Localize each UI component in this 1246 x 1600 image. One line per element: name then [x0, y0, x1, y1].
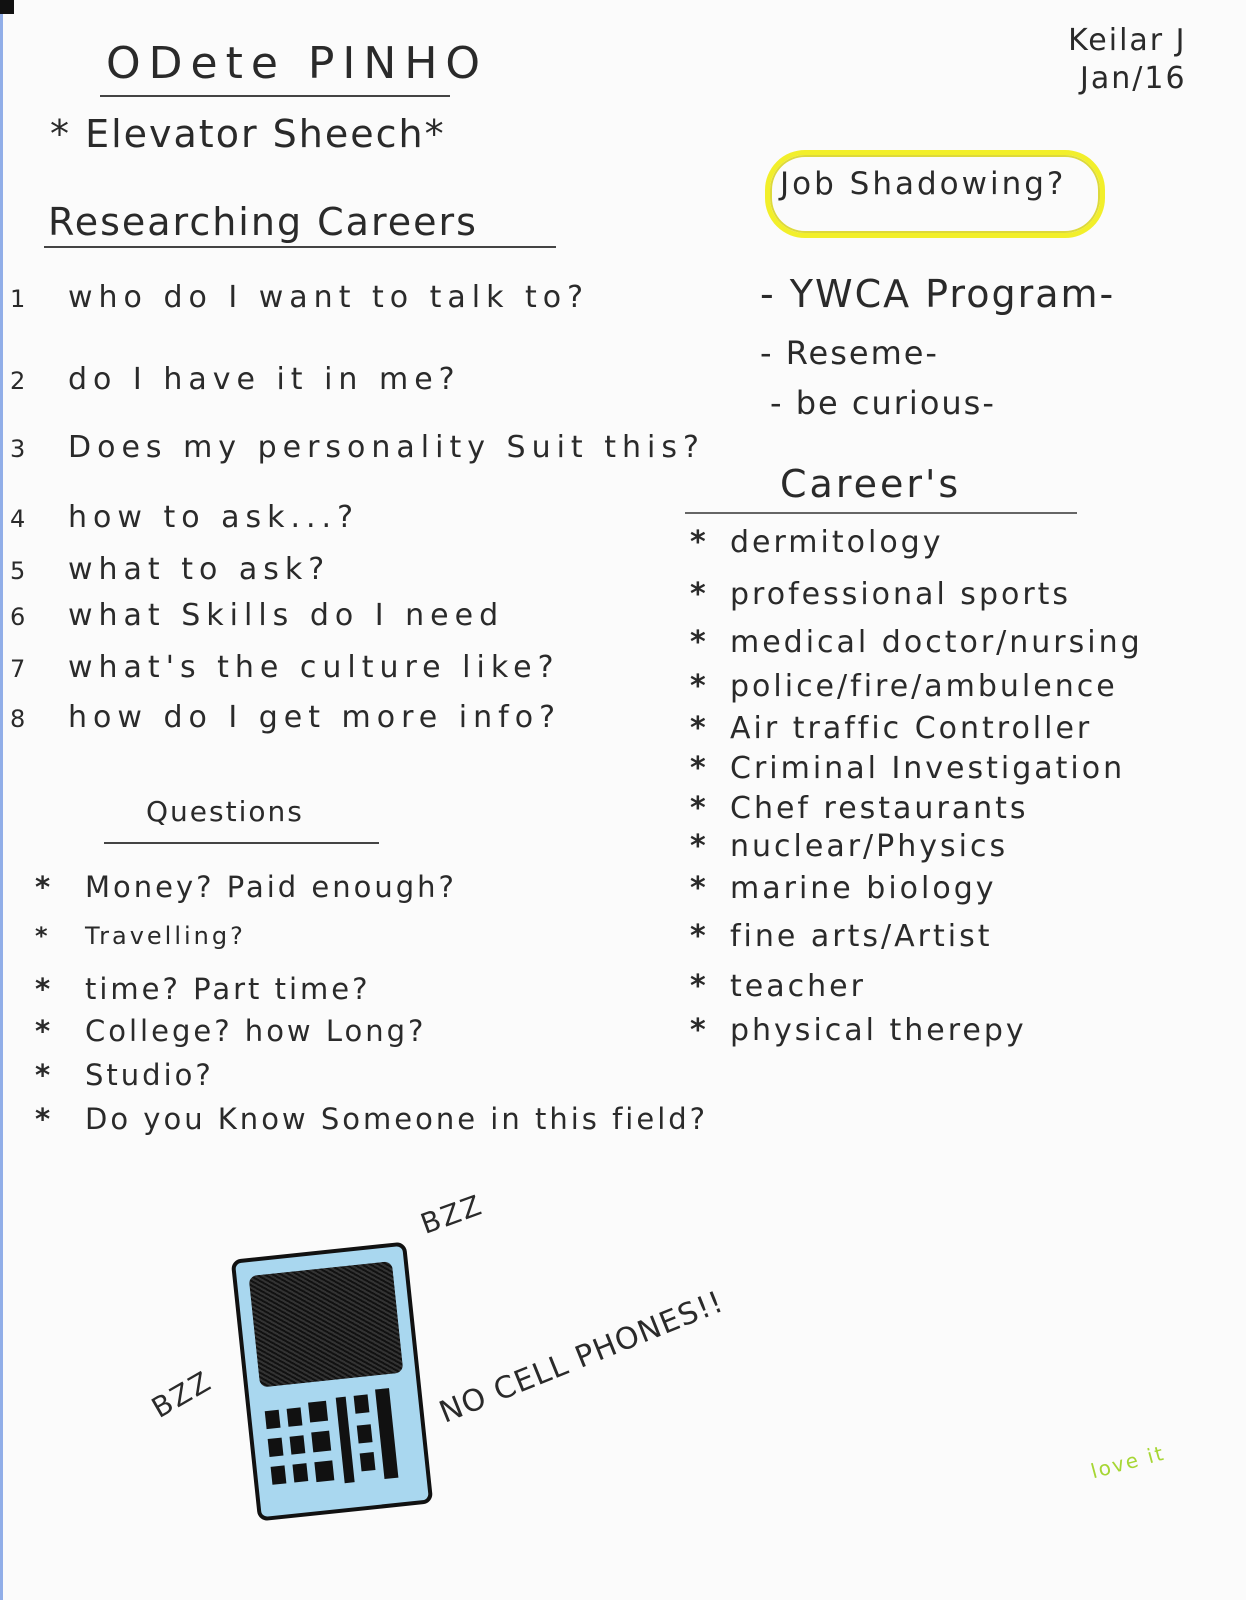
buzz-sound-left: BZZ: [146, 1364, 218, 1425]
list-item: 3 Does my personality Suit this?: [10, 430, 705, 465]
subtitle: * Elevator Sheech*: [50, 112, 446, 156]
list-item: - YWCA Program-: [760, 272, 1116, 316]
list-item: - Reseme-: [760, 334, 939, 372]
questions-underline: [104, 842, 379, 844]
list-item: 8 how do I get more info?: [10, 700, 561, 735]
list-item: * medical doctor/nursing: [690, 625, 1143, 660]
list-item: * teacher: [690, 969, 866, 1004]
phone-key: [290, 1435, 306, 1454]
phone-key: [287, 1407, 303, 1426]
list-item: - be curious-: [770, 384, 996, 422]
page-edge: [0, 14, 3, 1600]
careers-underline: [685, 512, 1077, 514]
phone-key: [375, 1388, 398, 1479]
phone-key: [292, 1463, 308, 1482]
phone-key: [308, 1401, 328, 1423]
page-title: ODete PINHO: [106, 38, 489, 89]
list-item: * Chef restaurants: [690, 791, 1029, 826]
list-item: 6 what Skills do I need: [10, 598, 505, 633]
phone-key: [354, 1394, 370, 1413]
list-item: * Studio?: [35, 1058, 214, 1092]
phone-key: [268, 1438, 284, 1457]
buzz-sound-top: BZZ: [416, 1188, 488, 1241]
questions-heading: Questions: [146, 795, 304, 828]
list-item: 1 who do I want to talk to?: [10, 280, 590, 315]
phone-key: [360, 1452, 376, 1471]
list-item: * Criminal Investigation: [690, 751, 1126, 786]
list-item: * fine arts/Artist: [690, 919, 993, 954]
phone-key: [314, 1460, 334, 1482]
list-item: * physical therepy: [690, 1013, 1027, 1048]
list-item: 2 do I have it in me?: [10, 362, 461, 397]
phone-keypad: [264, 1387, 414, 1501]
list-item: * Money? Paid enough?: [35, 870, 457, 904]
list-item: 5 what to ask?: [10, 552, 331, 587]
teacher-note: love it: [1088, 1440, 1168, 1484]
phone-key: [311, 1431, 331, 1453]
no-phones-caption: NO CELL PHONES!!: [434, 1284, 729, 1431]
list-item: * Travelling?: [35, 922, 246, 950]
section-heading: Researching Careers: [48, 200, 478, 244]
list-item: * Do you Know Someone in this field?: [35, 1102, 709, 1136]
list-item: * dermitology: [690, 525, 944, 560]
signature-name: Keilar J: [1068, 23, 1187, 58]
phone-key: [271, 1465, 287, 1484]
list-item: 7 what's the culture like?: [10, 650, 560, 685]
list-item: 4 how to ask...?: [10, 500, 360, 535]
cell-phone-icon: [231, 1242, 434, 1522]
phone-screen: [249, 1261, 404, 1387]
phone-key: [265, 1410, 281, 1429]
corner-mark: [0, 0, 14, 14]
list-item: * Air traffic Controller: [690, 711, 1093, 746]
section-underline: [44, 246, 556, 248]
signature: [1040, 22, 1187, 98]
title-underline: [100, 95, 450, 97]
list-item: * professional sports: [690, 577, 1072, 612]
list-item: * College? how Long?: [35, 1014, 427, 1048]
list-item: * nuclear/Physics: [690, 829, 1009, 864]
careers-heading: Career's: [780, 462, 962, 506]
job-shadowing-label: Job Shadowing?: [780, 166, 1067, 202]
phone-key: [336, 1397, 355, 1484]
signature-date: Jan/16: [1080, 61, 1187, 96]
list-item: * police/fire/ambulence: [690, 669, 1118, 704]
list-item: * time? Part time?: [35, 972, 371, 1006]
list-item: * marine biology: [690, 871, 997, 906]
phone-key: [357, 1424, 373, 1443]
